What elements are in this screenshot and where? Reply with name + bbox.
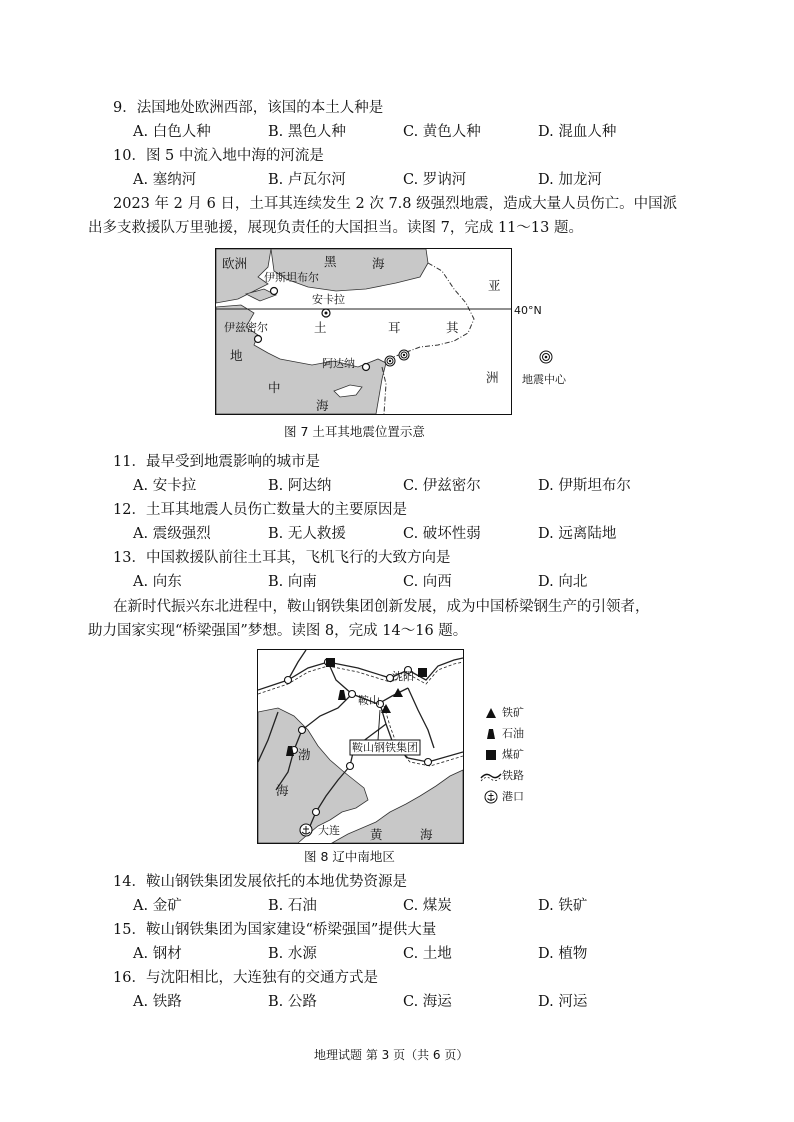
label-anshan: 鞍山	[358, 694, 380, 707]
q11-option-a: A. 安卡拉	[133, 478, 197, 494]
legend-coal-label: 煤矿	[502, 748, 524, 761]
label-turkey-er: 耳	[388, 320, 401, 335]
q11-option-d: D. 伊斯坦布尔	[538, 478, 631, 494]
label-yellow-sea-hai: 海	[420, 827, 433, 842]
label-anshan-steel-group: 鞍山钢铁集团	[352, 741, 418, 754]
q9-option-b: B. 黑色人种	[268, 124, 346, 140]
label-izmir: 伊兹密尔	[224, 321, 268, 334]
figure-8-liaoning-map	[257, 649, 464, 844]
legend-epicenter-label: 地震中心	[522, 373, 566, 386]
q15-option-a: A. 钢材	[133, 946, 182, 962]
q16-option-a: A. 铁路	[133, 994, 182, 1010]
label-med-di: 地	[230, 348, 243, 363]
q9-option-c: C. 黄色人种	[403, 124, 481, 140]
iron-ore-legend-icon	[484, 706, 498, 720]
q16-option-c: C. 海运	[403, 994, 452, 1010]
q12-option-a: A. 震级强烈	[133, 526, 211, 542]
q10-option-c: C. 罗讷河	[403, 172, 467, 188]
label-dalian: 大连	[318, 824, 340, 837]
q13-stem: 13．中国救援队前往土耳其，飞机飞行的大致方向是	[113, 550, 451, 566]
label-istanbul: 伊斯坦布尔	[264, 271, 319, 284]
epicenter-legend-icon	[538, 349, 554, 365]
q10-stem: 10．图 5 中流入地中海的河流是	[113, 148, 324, 164]
q12-option-b: B. 无人救援	[268, 526, 346, 542]
q16-option-d: D. 河运	[538, 994, 588, 1010]
q11-option-b: B. 阿达纳	[268, 478, 332, 494]
q16-stem: 16．与沈阳相比，大连独有的交通方式是	[113, 970, 378, 986]
label-bohai-hai: 海	[276, 783, 289, 798]
q16-option-b: B. 公路	[268, 994, 317, 1010]
label-shenyang: 沈阳	[392, 670, 414, 683]
q10-option-b: B. 卢瓦尔河	[268, 172, 346, 188]
label-europe: 欧洲	[222, 256, 248, 271]
q14-option-d: D. 铁矿	[538, 898, 588, 914]
figure-7-turkey-map	[215, 248, 512, 415]
legend-rail-label: 铁路	[502, 769, 524, 782]
q15-stem: 15．鞍山钢铁集团为国家建设“桥梁强国”提供大量	[113, 922, 437, 938]
label-turkey-qi: 其	[446, 320, 459, 335]
intro-paragraph-2-line-1: 在新时代振兴东北进程中，鞍山钢铁集团创新发展，成为中国桥梁钢生产的引领者，	[113, 599, 650, 615]
legend-port-label: 港口	[502, 790, 524, 803]
page-footer: 地理试题 第 3 页（共 6 页）	[314, 1048, 469, 1062]
q12-option-d: D. 远离陆地	[538, 526, 617, 542]
q12-option-c: C. 破坏性弱	[403, 526, 481, 542]
label-black-sea-2: 海	[372, 256, 385, 271]
label-med-zhong: 中	[268, 380, 281, 395]
label-asia-ya: 亚	[488, 278, 501, 293]
q14-option-a: A. 金矿	[133, 898, 182, 914]
q15-option-d: D. 植物	[538, 946, 588, 962]
coal-legend-icon	[484, 748, 498, 762]
q15-option-b: B. 水源	[268, 946, 317, 962]
label-yellow-sea-huang: 黄	[370, 827, 383, 842]
q14-option-b: B. 石油	[268, 898, 317, 914]
q9-option-a: A. 白色人种	[133, 124, 211, 140]
q10-option-d: D. 加龙河	[538, 172, 602, 188]
q13-option-d: D. 向北	[538, 574, 588, 590]
label-adana: 阿达纳	[322, 357, 355, 370]
q9-stem: 9．法国地处欧洲西部，该国的本土人种是	[113, 100, 384, 116]
port-legend-icon	[484, 790, 498, 804]
q15-option-c: C. 土地	[403, 946, 452, 962]
intro-paragraph-2-line-2: 助力国家实现“桥梁强国”梦想。读图 8，完成 14～16 题。	[88, 623, 468, 639]
q9-option-d: D. 混血人种	[538, 124, 617, 140]
railway-legend-icon	[480, 769, 502, 783]
q11-stem: 11．最早受到地震影响的城市是	[113, 454, 320, 470]
legend-oil-label: 石油	[502, 727, 524, 740]
label-turkey-tu: 土	[314, 320, 327, 335]
label-black-sea-1: 黑	[324, 254, 337, 269]
q13-option-b: B. 向南	[268, 574, 317, 590]
oil-legend-icon	[484, 727, 498, 741]
q11-option-c: C. 伊兹密尔	[403, 478, 481, 494]
q12-stem: 12．土耳其地震人员伤亡数量大的主要原因是	[113, 502, 407, 518]
label-asia-zhou: 洲	[486, 370, 499, 385]
q13-option-a: A. 向东	[133, 574, 182, 590]
label-ankara: 安卡拉	[312, 293, 345, 306]
label-bohai-bo: 渤	[298, 747, 311, 762]
label-40n: 40°N	[514, 304, 542, 317]
intro-paragraph-1-line-2: 出多支救援队万里驰援，展现负责任的大国担当。读图 7，完成 11～13 题。	[88, 220, 583, 236]
label-med-hai: 海	[316, 398, 329, 413]
q13-option-c: C. 向西	[403, 574, 452, 590]
q14-option-c: C. 煤炭	[403, 898, 452, 914]
figure-7-caption: 图 7 土耳其地震位置示意	[284, 424, 425, 439]
figure-8-caption: 图 8 辽中南地区	[304, 849, 395, 864]
q10-option-a: A. 塞纳河	[133, 172, 197, 188]
q14-stem: 14．鞍山钢铁集团发展依托的本地优势资源是	[113, 874, 407, 890]
intro-paragraph-1-line-1: 2023 年 2 月 6 日，土耳其连续发生 2 次 7.8 级强烈地震，造成大量人员伤亡。中国派	[113, 196, 678, 212]
legend-iron-label: 铁矿	[502, 706, 524, 719]
